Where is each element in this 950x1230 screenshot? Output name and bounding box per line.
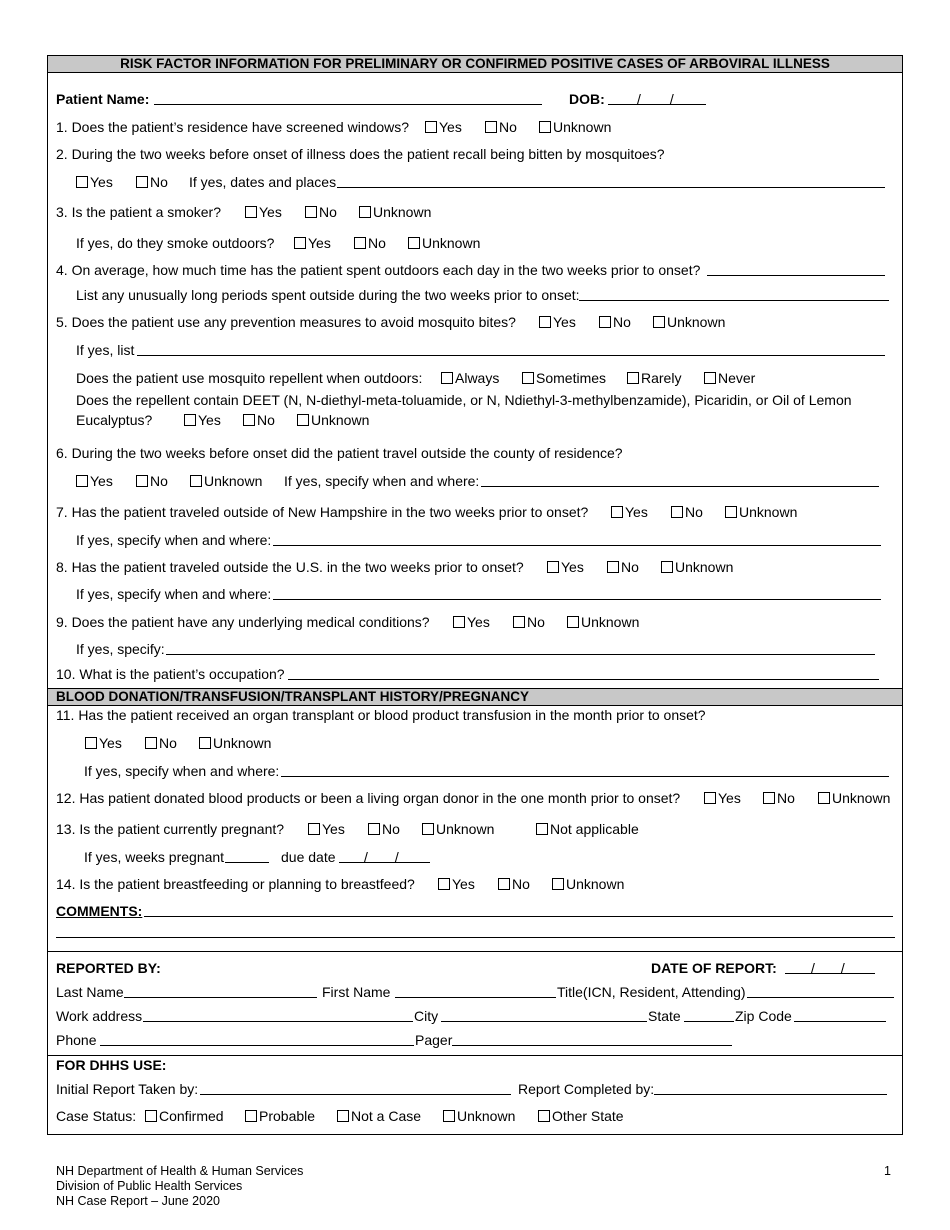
option-label: No xyxy=(685,504,703,520)
date-of-report-label: DATE OF REPORT: xyxy=(651,960,777,976)
option-label: No xyxy=(499,119,517,135)
pager-input[interactable] xyxy=(452,1030,732,1046)
q8-specify-input[interactable] xyxy=(273,584,881,600)
checkbox[interactable] xyxy=(337,1110,349,1122)
reported-by-label: REPORTED BY: xyxy=(56,960,161,976)
zip-label: Zip Code xyxy=(735,1008,792,1024)
q13-due-date-input[interactable]: / / xyxy=(339,847,430,863)
option-label: Yes xyxy=(718,790,741,806)
patient-row xyxy=(48,89,902,109)
checkbox[interactable] xyxy=(422,823,434,835)
checkbox[interactable] xyxy=(763,792,775,804)
q7-specify-input[interactable] xyxy=(273,530,881,546)
checkbox[interactable] xyxy=(190,475,202,487)
q2-followup-label: If yes, dates and places xyxy=(189,174,337,190)
pager-label: Pager xyxy=(415,1032,453,1048)
last-name-label: Last Name xyxy=(56,984,124,1000)
q9-text: 9. Does the patient have any underlying medical conditions? xyxy=(56,614,430,630)
case-status-probable[interactable] xyxy=(245,1106,315,1126)
checkbox[interactable] xyxy=(539,316,551,328)
phone-label: Phone xyxy=(56,1032,97,1048)
footer-department: NH Department of Health & Human Services xyxy=(56,1164,304,1178)
checkbox[interactable] xyxy=(704,372,716,384)
section-blood-header: BLOOD DONATION/TRANSFUSION/TRANSPLANT HISTORY/PREGNANCY xyxy=(48,689,902,706)
option-label: Yes xyxy=(99,735,122,751)
option-label: Unknown xyxy=(553,119,612,135)
q2-no[interactable] xyxy=(136,172,168,192)
checkbox[interactable] xyxy=(243,414,255,426)
checkbox[interactable] xyxy=(76,176,88,188)
checkbox[interactable] xyxy=(607,561,619,573)
q6-specify-label: If yes, specify when and where: xyxy=(284,473,480,489)
q7-yes[interactable] xyxy=(611,502,648,522)
q1-no[interactable] xyxy=(485,117,517,137)
city-label: City xyxy=(414,1008,439,1024)
q6-no[interactable] xyxy=(136,471,168,491)
case-status-unknown[interactable] xyxy=(443,1106,515,1126)
checkbox[interactable] xyxy=(513,616,525,628)
option-label: Probable xyxy=(259,1108,316,1124)
option-label: No xyxy=(512,876,530,892)
checkbox[interactable] xyxy=(704,792,716,804)
checkbox[interactable] xyxy=(441,372,453,384)
checkbox[interactable] xyxy=(408,237,420,249)
option-label: Unknown xyxy=(457,1108,516,1124)
title-label: Title(ICN, Resident, Attending) xyxy=(557,984,746,1000)
checkbox[interactable] xyxy=(485,121,497,133)
last-name-input[interactable] xyxy=(124,982,317,998)
q14-unknown[interactable] xyxy=(552,874,624,894)
checkbox[interactable] xyxy=(425,121,437,133)
checkbox[interactable] xyxy=(453,616,465,628)
state-input[interactable] xyxy=(684,1006,734,1022)
q4-periods-input[interactable] xyxy=(579,285,889,301)
checkbox[interactable] xyxy=(443,1110,455,1122)
q2-text: 2. During the two weeks before onset of illness does the patient recall being bitten by mosquitoes? xyxy=(56,146,665,162)
option-label: Not applicable xyxy=(550,821,639,837)
initial-report-input[interactable] xyxy=(200,1079,511,1095)
first-name-label: First Name xyxy=(322,984,391,1000)
q5-repellent-text: Does the patient use mosquito repellent when outdoors: xyxy=(76,370,423,386)
option-label: Yes xyxy=(308,235,331,251)
q1-text: 1. Does the patient’s residence have screened windows? xyxy=(56,119,410,135)
checkbox[interactable] xyxy=(536,823,548,835)
option-label: Yes xyxy=(625,504,648,520)
option-label: Unknown xyxy=(667,314,726,330)
dob-input[interactable]: / / xyxy=(608,89,706,105)
q6-unknown[interactable] xyxy=(190,471,262,491)
phone-input[interactable] xyxy=(100,1030,414,1046)
city-input[interactable] xyxy=(441,1006,647,1022)
option-label: Unknown xyxy=(204,473,263,489)
first-name-input[interactable] xyxy=(395,982,556,998)
q11-no[interactable] xyxy=(145,733,177,753)
option-label: Unknown xyxy=(373,204,432,220)
q5-list-label: If yes, list xyxy=(76,342,135,358)
q13-no[interactable] xyxy=(368,819,400,839)
checkbox[interactable] xyxy=(538,1110,550,1122)
q5-deet-text: Does the repellent contain DEET (N, N-diethyl-meta-toluamide, or N, Ndiethyl-3-methylbenzamide), Picaridin, or Oil of Lemon xyxy=(76,392,852,408)
option-label: Unknown xyxy=(566,876,625,892)
q6-yes[interactable] xyxy=(76,471,113,491)
dob-label: DOB: xyxy=(569,91,605,107)
form-title: RISK FACTOR INFORMATION FOR PRELIMINARY OR CONFIRMED POSITIVE CASES OF ARBOVIRAL ILLNESS xyxy=(48,56,902,73)
q8-unknown[interactable] xyxy=(661,557,733,577)
comments-label: COMMENTS: xyxy=(56,903,143,919)
option-label: No xyxy=(621,559,639,575)
q4-text: 4. On average, how much time has the patient spent outdoors each day in the two weeks prior to onset? xyxy=(56,262,701,278)
q13-due-label: due date xyxy=(281,849,336,865)
q11-specify-label: If yes, specify when and where: xyxy=(84,763,280,779)
footer-division: Division of Public Health Services xyxy=(56,1179,243,1193)
patient-name-input[interactable] xyxy=(154,89,542,105)
q3-followup-text: If yes, do they smoke outdoors? xyxy=(76,235,275,251)
q7-specify-label: If yes, specify when and where: xyxy=(76,532,272,548)
q9-specify-label: If yes, specify: xyxy=(76,641,165,657)
form-frame xyxy=(47,55,903,1135)
checkbox[interactable] xyxy=(145,1110,157,1122)
option-label: Other State xyxy=(552,1108,624,1124)
q3-text: 3. Is the patient a smoker? xyxy=(56,204,221,220)
option-label: Yes xyxy=(452,876,475,892)
divider xyxy=(48,951,902,952)
checkbox[interactable] xyxy=(567,616,579,628)
q14-no[interactable] xyxy=(498,874,530,894)
option-label: Yes xyxy=(322,821,345,837)
checkbox[interactable] xyxy=(552,878,564,890)
checkbox[interactable] xyxy=(305,206,317,218)
q5-unknown[interactable] xyxy=(653,312,725,332)
q11-yes[interactable] xyxy=(85,733,122,753)
option-label: No xyxy=(777,790,795,806)
q8-yes[interactable] xyxy=(547,557,584,577)
state-label: State xyxy=(648,1008,681,1024)
checkbox[interactable] xyxy=(498,878,510,890)
q5-no[interactable] xyxy=(599,312,631,332)
footer-report-name: NH Case Report – June 2020 xyxy=(56,1194,220,1208)
case-status-other-state[interactable] xyxy=(538,1106,624,1126)
q13-yes[interactable] xyxy=(308,819,345,839)
q10-text: 10. What is the patient’s occupation? xyxy=(56,666,285,682)
option-label: No xyxy=(319,204,337,220)
q6-specify-input[interactable] xyxy=(481,471,879,487)
option-label: Yes xyxy=(259,204,282,220)
checkbox[interactable] xyxy=(354,237,366,249)
option-label: Unknown xyxy=(436,821,495,837)
checkbox[interactable] xyxy=(145,737,157,749)
q13-not-applicable[interactable] xyxy=(536,819,639,839)
checkbox[interactable] xyxy=(611,506,623,518)
q13-weeks-input[interactable] xyxy=(225,847,269,863)
q7-unknown[interactable] xyxy=(725,502,797,522)
q6-text: 6. During the two weeks before onset did the patient travel outside the county of residence? xyxy=(56,445,623,461)
option-label: Unknown xyxy=(739,504,798,520)
case-status-confirmed[interactable] xyxy=(145,1106,224,1126)
q3b-no[interactable] xyxy=(354,233,386,253)
work-address-input[interactable] xyxy=(143,1006,413,1022)
deet-unknown[interactable] xyxy=(297,410,369,430)
date-of-report-input[interactable]: / / xyxy=(785,958,875,974)
q4-time-input[interactable] xyxy=(707,260,885,276)
option-label: Yes xyxy=(439,119,462,135)
q14-text: 14. Is the patient breastfeeding or planning to breastfeed? xyxy=(56,876,415,892)
option-label: Unknown xyxy=(311,412,370,428)
option-label: No xyxy=(613,314,631,330)
option-label: Yes xyxy=(90,473,113,489)
q12-text: 12. Has patient donated blood products or been a living organ donor in the one month prior to onset? xyxy=(56,790,681,806)
checkbox[interactable] xyxy=(522,372,534,384)
option-label: No xyxy=(159,735,177,751)
report-completed-input[interactable] xyxy=(654,1079,887,1095)
q5-list-input[interactable] xyxy=(137,340,885,356)
checkbox[interactable] xyxy=(136,176,148,188)
checkbox[interactable] xyxy=(627,372,639,384)
option-label: Unknown xyxy=(832,790,891,806)
repellent-sometimes[interactable] xyxy=(522,368,606,388)
q3-unknown[interactable] xyxy=(359,202,431,222)
title-input[interactable] xyxy=(747,982,894,998)
deet-yes[interactable] xyxy=(184,410,221,430)
q11-text: 11. Has the patient received an organ transplant or blood product transfusion in the month prior to onset? xyxy=(56,707,706,723)
option-label: No xyxy=(527,614,545,630)
option-label: Rarely xyxy=(641,370,682,386)
checkbox[interactable] xyxy=(294,237,306,249)
dhhs-use-label: FOR DHHS USE: xyxy=(56,1057,167,1073)
q9-specify-input[interactable] xyxy=(166,639,875,655)
comments-input[interactable] xyxy=(144,901,893,917)
q13-text: 13. Is the patient currently pregnant? xyxy=(56,821,285,837)
checkbox[interactable] xyxy=(245,206,257,218)
checkbox[interactable] xyxy=(184,414,196,426)
q3-yes[interactable] xyxy=(245,202,282,222)
q5-text: 5. Does the patient use any prevention measures to avoid mosquito bites? xyxy=(56,314,516,330)
checkbox[interactable] xyxy=(671,506,683,518)
option-label: No xyxy=(382,821,400,837)
q14-yes[interactable] xyxy=(438,874,475,894)
page-number: 1 xyxy=(884,1164,891,1178)
q7-no[interactable] xyxy=(671,502,703,522)
checkbox[interactable] xyxy=(368,823,380,835)
q10-occupation-input[interactable] xyxy=(288,664,879,680)
q3b-unknown[interactable] xyxy=(408,233,480,253)
checkbox[interactable] xyxy=(725,506,737,518)
q11-specify-input[interactable] xyxy=(281,761,889,777)
option-label: Unknown xyxy=(422,235,481,251)
checkbox[interactable] xyxy=(539,121,551,133)
checkbox[interactable] xyxy=(85,737,97,749)
checkbox[interactable] xyxy=(599,316,611,328)
checkbox[interactable] xyxy=(438,878,450,890)
checkbox[interactable] xyxy=(199,737,211,749)
q3-no[interactable] xyxy=(305,202,337,222)
option-label: No xyxy=(150,473,168,489)
repellent-rarely[interactable] xyxy=(627,368,681,388)
option-label: Unknown xyxy=(581,614,640,630)
q1-unknown[interactable] xyxy=(539,117,611,137)
checkbox[interactable] xyxy=(136,475,148,487)
comments-input-line-2[interactable] xyxy=(56,922,895,938)
q12-yes[interactable] xyxy=(704,788,741,808)
zip-input[interactable] xyxy=(794,1006,886,1022)
deet-no[interactable] xyxy=(243,410,275,430)
option-label: No xyxy=(368,235,386,251)
q8-text: 8. Has the patient traveled outside the U.S. in the two weeks prior to onset? xyxy=(56,559,524,575)
repellent-always[interactable] xyxy=(441,368,499,388)
checkbox[interactable] xyxy=(245,1110,257,1122)
q3b-yes[interactable] xyxy=(294,233,331,253)
checkbox[interactable] xyxy=(297,414,309,426)
q5-deet-text-2: Eucalyptus? xyxy=(76,412,153,428)
option-label: Unknown xyxy=(213,735,272,751)
footer xyxy=(56,1164,303,1209)
option-label: Yes xyxy=(467,614,490,630)
option-label: No xyxy=(257,412,275,428)
option-label: Always xyxy=(455,370,500,386)
q12-unknown[interactable] xyxy=(818,788,890,808)
checkbox[interactable] xyxy=(359,206,371,218)
work-address-label: Work address xyxy=(56,1008,143,1024)
q9-unknown[interactable] xyxy=(567,612,639,632)
q4-followup-text: List any unusually long periods spent outside during the two weeks prior to onset: xyxy=(76,287,580,303)
option-label: Yes xyxy=(198,412,221,428)
repellent-never[interactable] xyxy=(704,368,755,388)
option-label: No xyxy=(150,174,168,190)
q2-dates-places-input[interactable] xyxy=(337,172,885,188)
checkbox[interactable] xyxy=(76,475,88,487)
q9-no[interactable] xyxy=(513,612,545,632)
option-label: Not a Case xyxy=(351,1108,422,1124)
option-label: Confirmed xyxy=(159,1108,224,1124)
option-label: Yes xyxy=(90,174,113,190)
option-label: Sometimes xyxy=(536,370,607,386)
q7-text: 7. Has the patient traveled outside of New Hampshire in the two weeks prior to onset? xyxy=(56,504,589,520)
q8-specify-label: If yes, specify when and where: xyxy=(76,586,272,602)
q1-yes[interactable] xyxy=(425,117,462,137)
checkbox[interactable] xyxy=(818,792,830,804)
option-label: Yes xyxy=(553,314,576,330)
checkbox[interactable] xyxy=(653,316,665,328)
option-label: Unknown xyxy=(675,559,734,575)
q13-weeks-label: If yes, weeks pregnant xyxy=(84,849,225,865)
checkbox[interactable] xyxy=(547,561,559,573)
q12-no[interactable] xyxy=(763,788,795,808)
checkbox[interactable] xyxy=(661,561,673,573)
q8-no[interactable] xyxy=(607,557,639,577)
case-status-not-a-case[interactable] xyxy=(337,1106,421,1126)
option-label: Yes xyxy=(561,559,584,575)
initial-report-label: Initial Report Taken by: xyxy=(56,1081,199,1097)
q11-unknown[interactable] xyxy=(199,733,271,753)
case-status-label: Case Status: xyxy=(56,1108,137,1124)
checkbox[interactable] xyxy=(308,823,320,835)
q9-yes[interactable] xyxy=(453,612,490,632)
report-completed-label: Report Completed by: xyxy=(518,1081,655,1097)
q5-yes[interactable] xyxy=(539,312,576,332)
q2-yes[interactable] xyxy=(76,172,113,192)
patient-name-label: Patient Name: xyxy=(56,91,150,107)
q13-unknown[interactable] xyxy=(422,819,494,839)
option-label: Never xyxy=(718,370,756,386)
